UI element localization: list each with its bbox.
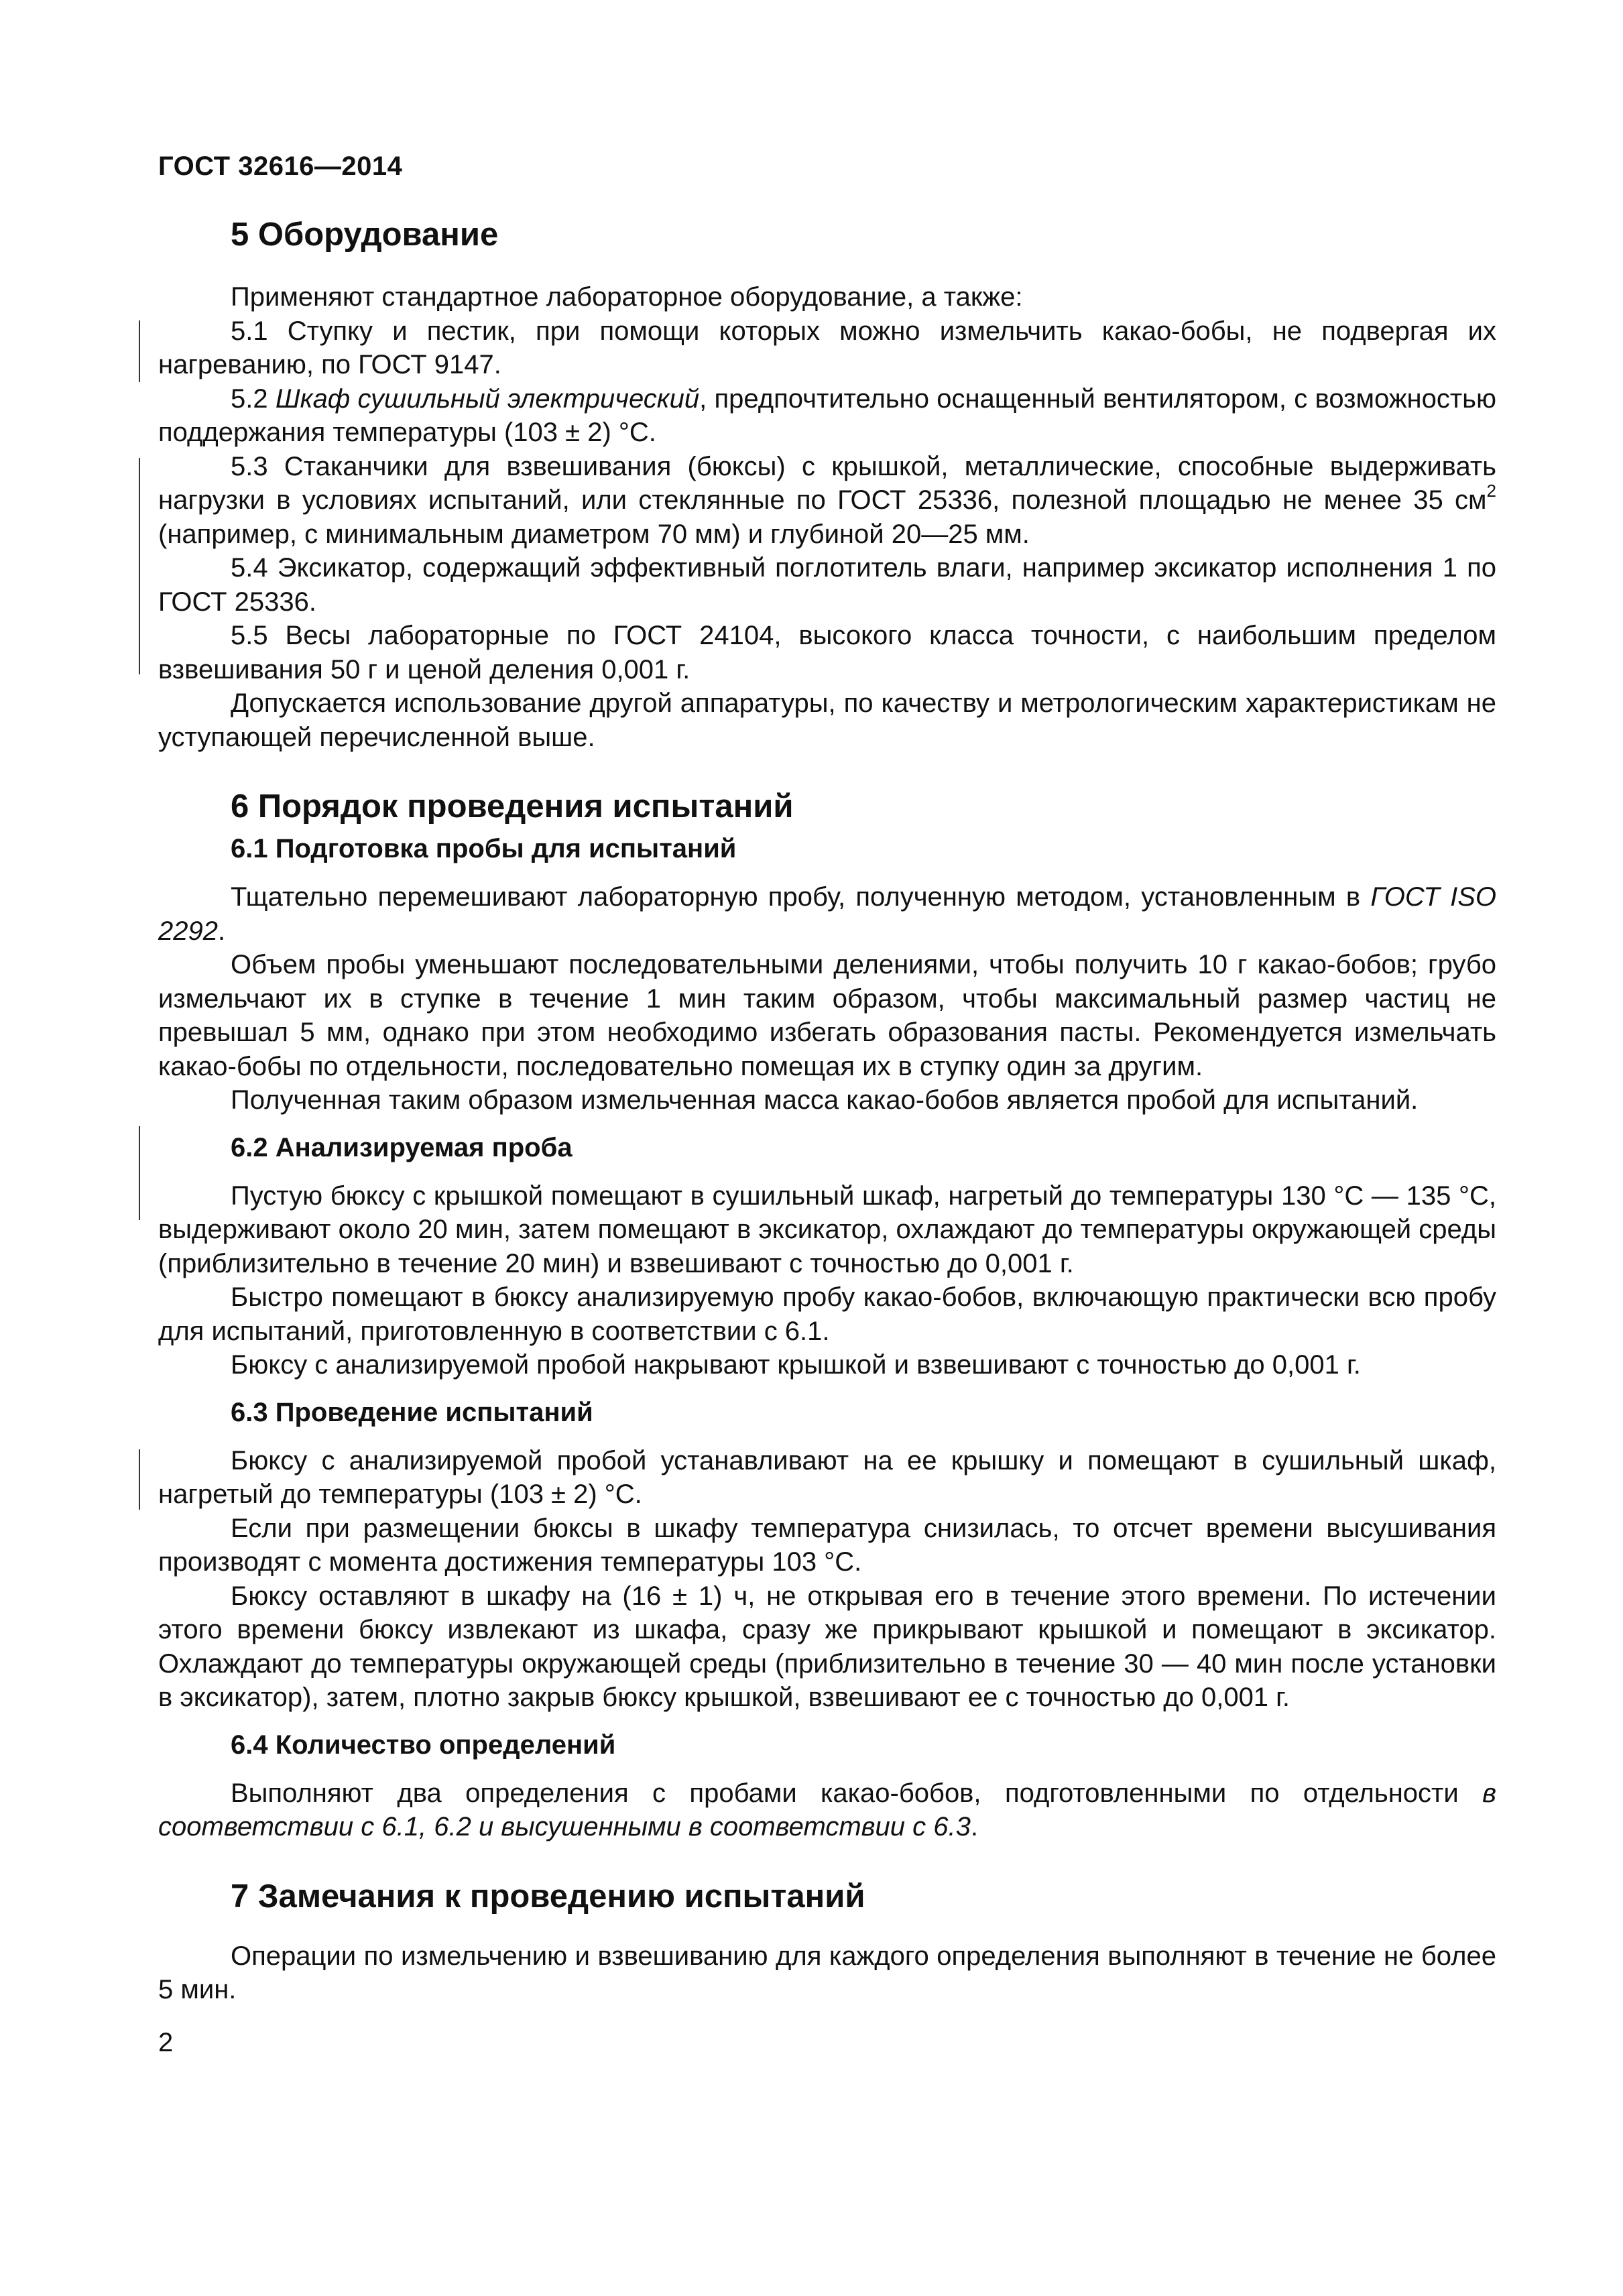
para-6-4-1-text: Выполняют два определения с пробами какао-бобов, подготовленными по отдельности (231, 1778, 1483, 1808)
item-5-3-rest: (например, с минимальным диаметром 70 мм) и глубиной 20—25 мм. (158, 519, 1030, 549)
section-7-heading: 7 Замечания к проведению испытаний (231, 1878, 865, 1915)
revision-bar-5-3 (139, 458, 140, 674)
subsection-6-2-heading: 6.2 Анализируемая проба (231, 1132, 573, 1162)
revision-bar-6-3 (139, 1449, 140, 1510)
page-number: 2 (158, 2028, 174, 2057)
para-6-2-2: Быстро помещают в бюксу анализируемую пробу какао-бобов, включающую практически всю пробу для испытаний, приготовленную в соответствии с 6.1. (158, 1282, 1496, 1346)
item-5-3 (158, 450, 1496, 552)
para-6-3-2: Если при размещении бюксы в шкафу температура снизилась, то отсчет времени высушивания производят с момента достижения температуры 103 °С. (158, 1513, 1496, 1577)
revision-bar-6-2 (139, 1126, 140, 1220)
para-6-3-3: Бюксу оставляют в шкафу на (16 ± 1) ч, не открывая его в течение этого времени. По истечении этого времени бюксу извлекают из шкафа, сразу же прикрывают крышкой и помещают в эксикатор. Охлаждают до температуры окружающей среды (приблизительно в течение 30 — 40 мин после установки в эксикатор), затем, плотно закрыв бюксу крышкой, взвешивают ее с точностью до 0,001 г. (158, 1581, 1496, 1712)
para-6-3-1: Бюксу с анализируемой пробой устанавливают на ее крышку и помещают в сушильный шкаф, нагретый до температуры (103 ± 2) °С. (158, 1445, 1496, 1509)
section-5-note: Допускается использование другой аппаратуры, по качеству и метрологическим характеристикам не уступающей перечисленной выше. (158, 688, 1496, 752)
item-5-4: 5.4 Эксикатор, содержащий эффективный поглотитель влаги, например эксикатор исполнения 1 по ГОСТ 25336. (158, 553, 1496, 617)
para-6-1-1-text: Тщательно перемешивают лабораторную пробу, полученную методом, установленным в (231, 882, 1371, 912)
section-5-intro: Применяют стандартное лабораторное оборудование, а также: (231, 282, 1023, 312)
para-6-1-1-reference: ГОСТ ISO 2292 (158, 882, 1496, 946)
para-6-1-3: Полученная таким образом измельченная масса какао-бобов является пробой для испытаний. (231, 1085, 1419, 1115)
item-5-3-superscript: 2 (1486, 481, 1496, 501)
para-6-2-1: Пустую бюксу с крышкой помещают в сушильный шкаф, нагретый до температуры 130 °С — 135 °С, выдерживают около 20 мин, затем помещают в эксикатор, охлаждают до температуры окружающей среды (приблизительно в течение 20 мин) и взвешивают с точностью до 0,001 г. (158, 1181, 1496, 1278)
section-5-heading: 5 Оборудование (231, 217, 499, 253)
para-6-2-3: Бюксу с анализируемой пробой накрывают крышкой и взвешивают с точностью до 0,001 г. (231, 1350, 1361, 1380)
subsection-6-4-heading: 6.4 Количество определений (231, 1730, 616, 1760)
item-5-3-text: 5.3 Стаканчики для взвешивания (бюксы) с крышкой, металлические, способные выдерживать нагрузки в условиях испытаний, или стеклянные по ГОСТ 25336, полезной площадью не менее 35 см (158, 451, 1496, 515)
item-5-2 (158, 382, 1496, 450)
para-6-4-1-end: . (970, 1812, 978, 1841)
para-6-1-2: Объем пробы уменьшают последовательными делениями, чтобы получить 10 г какао-бобов; грубо измельчают их в ступке в течение 1 мин таким образом, чтобы максимальный размер частиц не превышал 5 мм, однако при этом необходимо избегать образования пасты. Рекомендуется измельчать какао-бобы по отдельности, последовательно помещая их в ступку один за другим. (158, 950, 1496, 1081)
item-5-2-text: , предпочтительно оснащенный вентилятором, с возможностью поддержания температуры (103 ± 2) °С. (158, 383, 1497, 447)
para-6-4-1-reference: в соответствии с 6.1, 6.2 и высушенными в соответствии с 6.3 (158, 1778, 1496, 1841)
item-5-5: 5.5 Весы лабораторные по ГОСТ 24104, высокого класса точности, с наибольшим пределом взвешивания 50 г и ценой деления 0,001 г. (158, 621, 1496, 684)
item-5-1: 5.1 Ступку и пестик, при помощи которых можно измельчить какао-бобы, не подвергая их нагреванию, по ГОСТ 9147. (158, 316, 1496, 379)
section-6-heading: 6 Порядок проведения испытаний (231, 788, 794, 825)
para-7-1: Операции по измельчению и взвешиванию для каждого определения выполняют в течение не более 5 мин. (158, 1941, 1496, 2004)
para-6-1-1-end: . (217, 916, 226, 946)
item-5-2-number: 5.2 (231, 383, 276, 414)
para-6-4-1 (158, 1776, 1496, 1844)
document-body (158, 215, 1496, 2007)
para-6-1-1 (158, 880, 1496, 948)
subsection-6-1-heading: 6.1 Подготовка пробы для испытаний (231, 834, 737, 863)
subsection-6-3-heading: 6.3 Проведение испытаний (231, 1397, 593, 1427)
revision-bar-5-1 (139, 320, 140, 382)
item-5-2-term: Шкаф сушильный электрический (275, 383, 700, 414)
document-code-header: ГОСТ 32616—2014 (158, 152, 403, 181)
